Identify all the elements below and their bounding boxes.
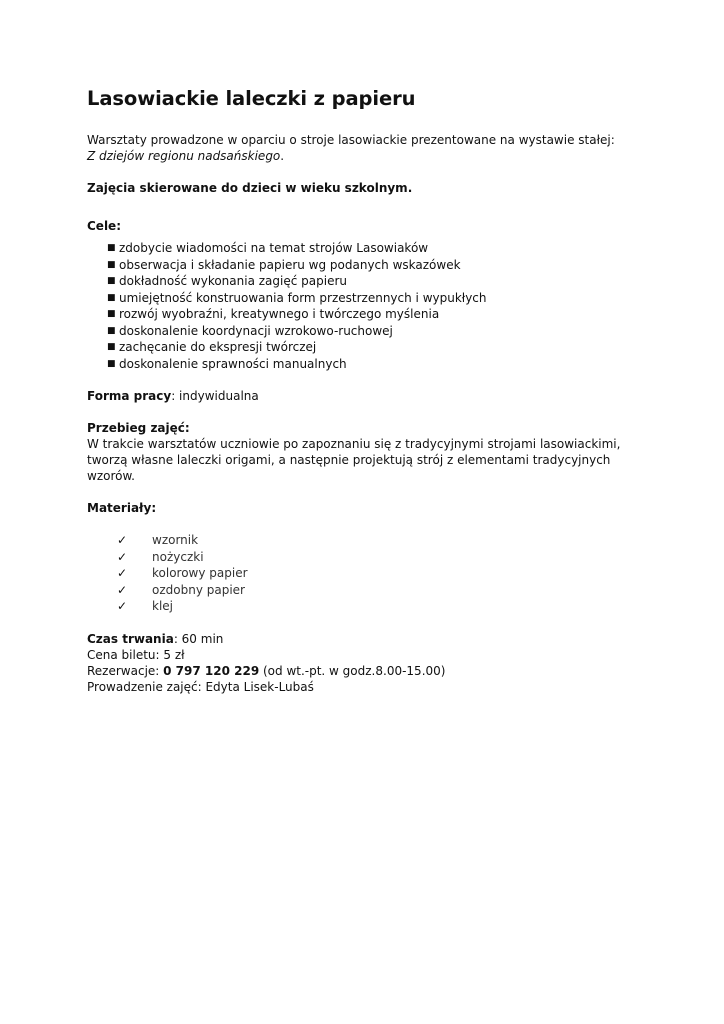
- material-text: nożyczki: [152, 549, 204, 564]
- material-text: kolorowy papier: [152, 566, 248, 580]
- materials-heading: Materiały:: [87, 501, 157, 515]
- goal-item: [107, 356, 647, 373]
- square-bullet-icon: ■: [107, 325, 116, 336]
- intro-text: Warsztaty prowadzone w oparciu o stroje lasowiackie prezentowane na wystawie stałej:: [87, 133, 615, 147]
- details-section: [87, 631, 647, 695]
- goals-heading: Cele:: [87, 219, 121, 233]
- goal-item: [107, 339, 647, 356]
- material-item: [117, 598, 647, 615]
- square-bullet-icon: ■: [107, 342, 116, 352]
- checkmark-icon: ✓: [117, 533, 128, 547]
- intro-paragraph: [87, 132, 647, 164]
- reservation-label: Rezerwacje:: [87, 663, 164, 678]
- work-form: [87, 388, 647, 404]
- checkmark-icon: ✓: [117, 566, 128, 580]
- work-form-label: Forma pracy: [87, 389, 172, 403]
- square-bullet-icon: ■: [107, 358, 116, 369]
- checkmark-icon: ✓: [117, 599, 128, 613]
- goal-text: zdobycie wiadomości na temat strojów Lasowiaków: [119, 241, 429, 255]
- goal-text: doskonalenie koordynacji wzrokowo-ruchowej: [119, 323, 393, 338]
- goals-list: [107, 240, 647, 372]
- instructor-line: Prowadzenie zajęć: Edyta Lisek-Lubaś: [87, 679, 314, 694]
- square-bullet-icon: ■: [107, 276, 116, 286]
- reservation-phone: 0 797 120 229: [163, 663, 260, 678]
- goal-text: umiejętność konstruowania form przestrzennych i wypukłych: [119, 290, 487, 305]
- ticket-price: Cena biletu: 5 zł: [87, 647, 185, 662]
- duration-label: Czas trwania: [87, 631, 174, 646]
- document-title: Lasowiackie laleczki z papieru: [87, 87, 416, 110]
- material-item: [117, 532, 647, 549]
- goal-item: [107, 323, 647, 340]
- goal-text: obserwacja i składanie papieru wg podanych wskazówek: [119, 257, 461, 272]
- course-section: [87, 420, 647, 484]
- course-heading: Przebieg zajęć:: [87, 421, 190, 435]
- course-description: W trakcie warsztatów uczniowie po zapoznaniu się z tradycyjnymi strojami lasowiackimi, tworzą własne laleczki origami, a następnie projektują strój z elementami tradycyjnych wzorów.: [87, 437, 621, 483]
- goal-item: [107, 306, 647, 323]
- goal-item: [107, 257, 647, 274]
- material-item: [117, 549, 647, 566]
- checkmark-icon: ✓: [117, 549, 128, 564]
- square-bullet-icon: ■: [107, 292, 116, 303]
- intro-end: .: [280, 149, 285, 163]
- work-form-value: : indywidualna: [171, 389, 259, 403]
- material-item: [117, 565, 647, 582]
- goal-item: [107, 240, 647, 257]
- material-text: ozdobny papier: [152, 582, 245, 597]
- goal-item: [107, 290, 647, 307]
- square-bullet-icon: ■: [107, 243, 116, 253]
- checkmark-icon: ✓: [117, 582, 128, 597]
- goal-text: doskonalenie sprawności manualnych: [119, 356, 347, 371]
- material-text: wzornik: [152, 533, 199, 547]
- reservation-line: [87, 663, 647, 679]
- material-text: klej: [152, 599, 173, 613]
- goal-text: zachęcanie do ekspresji twórczej: [119, 340, 317, 354]
- materials-list: [117, 532, 647, 615]
- goal-text: dokładność wykonania zagięć papieru: [119, 274, 347, 288]
- square-bullet-icon: ■: [107, 259, 116, 270]
- goal-item: [107, 273, 647, 290]
- reservation-hours: (od wt.-pt. w godz.8.00-15.00): [259, 663, 446, 678]
- target-audience: Zajęcia skierowane do dzieci w wieku szkolnym.: [87, 181, 413, 195]
- material-item: [117, 582, 647, 599]
- duration-value: : 60 min: [173, 631, 224, 646]
- document-page: [87, 86, 647, 695]
- goal-text: rozwój wyobraźni, kreatywnego i twórczego myślenia: [119, 307, 440, 321]
- exhibition-title: Z dziejów regionu nadsańskiego: [87, 149, 281, 163]
- duration-line: [87, 631, 647, 647]
- square-bullet-icon: ■: [107, 309, 116, 319]
